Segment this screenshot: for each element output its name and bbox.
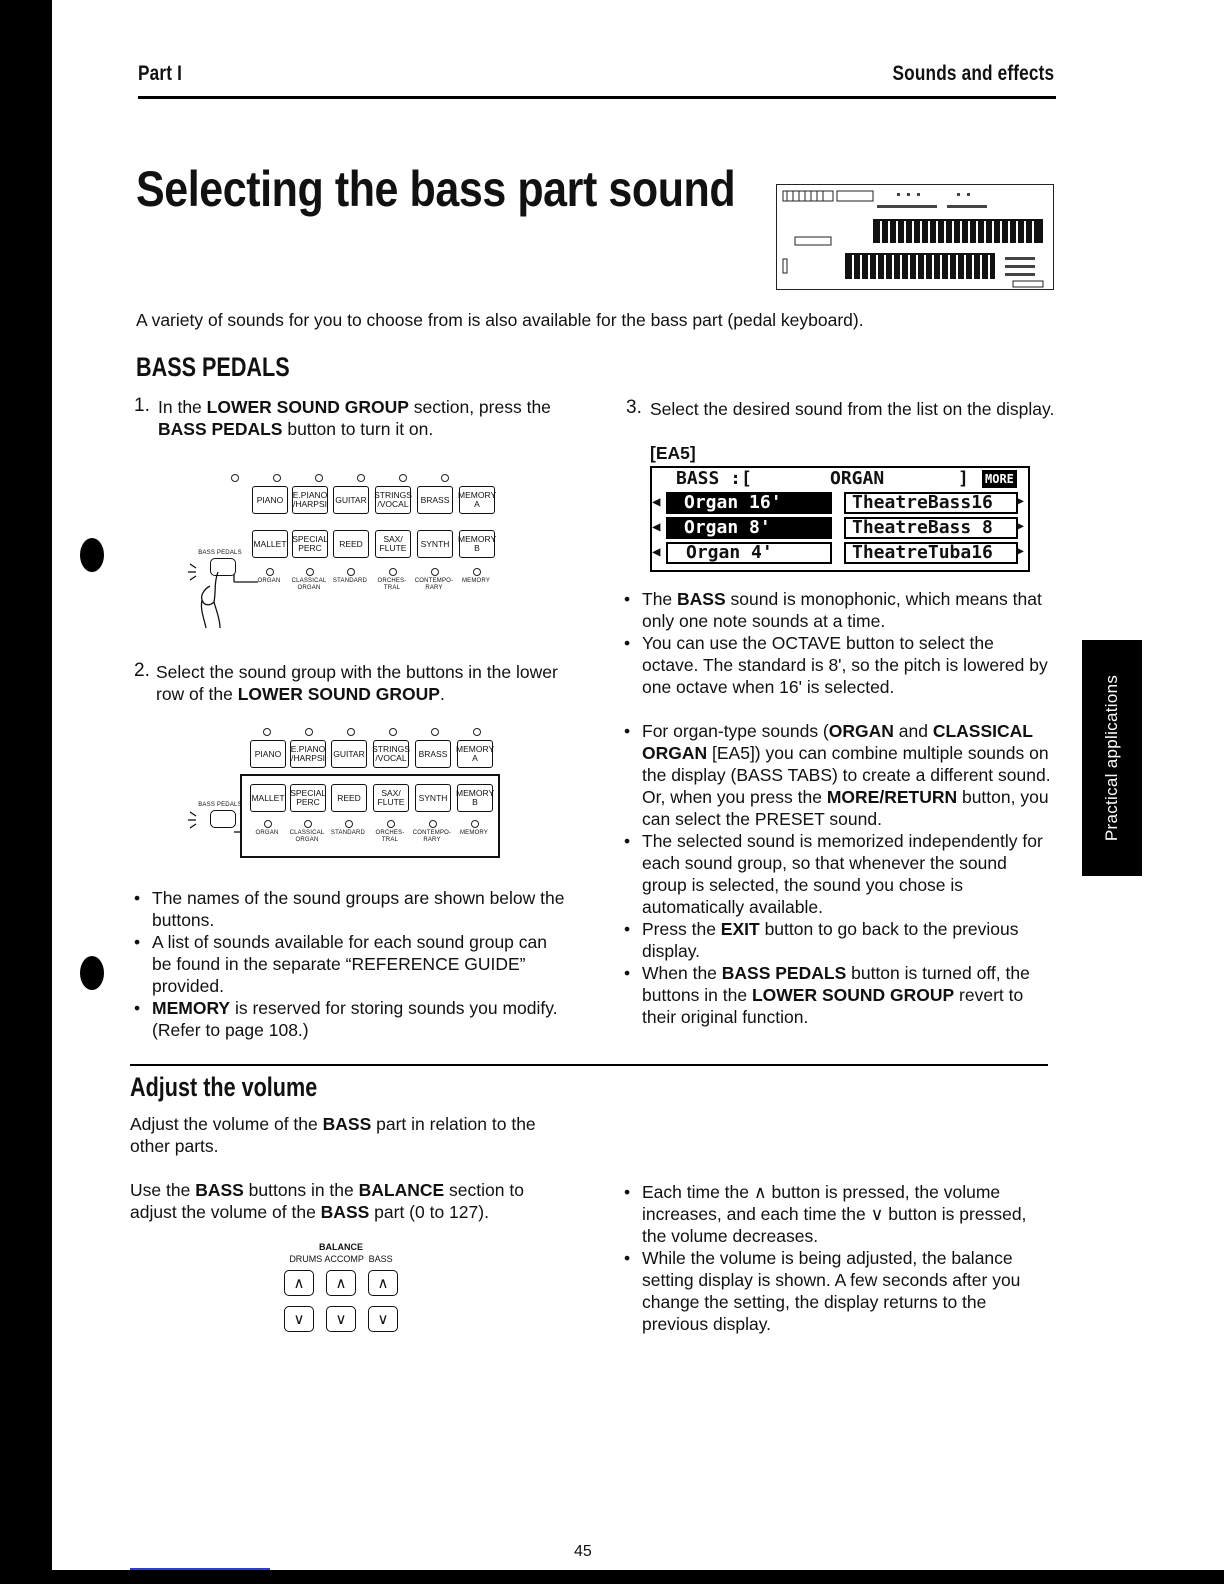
group-label-standard: STANDARD: [332, 578, 368, 584]
lcd-arrow-right-icon: ▶: [1018, 521, 1025, 532]
note-balance-display: • While the volume is being adjusted, the balance setting display is shown. A few seconds after you change the setting, the display returns to the previous display.: [620, 1247, 1052, 1335]
volume-intro: Adjust the volume of the BASS part in relation to the other parts.: [130, 1114, 536, 1156]
pointing-hand-icon: [180, 552, 260, 632]
note-volume-buttons: • Each time the ∧ button is pressed, the volume increases, and each time the ∨ button is pressed, the volume decreases.: [620, 1181, 1052, 1247]
lcd-header-left: BASS :[: [676, 468, 752, 489]
bass-up-button[interactable]: ∧: [368, 1270, 398, 1296]
synth-button[interactable]: SYNTH: [415, 784, 451, 812]
balance-section: [280, 1240, 410, 1340]
lcd-arrow-right-icon: ▶: [1018, 496, 1025, 507]
lower-sound-group-panel-2: [180, 726, 510, 866]
group-label-standard: STANDARD: [330, 830, 366, 836]
panel-thumbnail: [776, 184, 1054, 290]
step-2-number: 2.: [134, 660, 150, 681]
group-label-orchestral: ORCHES- TRAL: [375, 830, 405, 843]
step-3-number: 3.: [626, 397, 642, 418]
volume-instruction: Use the BASS buttons in the BALANCE section to adjust the volume of the BASS part (0 to 127).: [130, 1180, 524, 1222]
lit-indicator-icon: [180, 804, 250, 834]
group-label-organ: ORGAN: [257, 578, 281, 584]
bass-pedals-label: BASS PEDALS: [198, 802, 242, 808]
brass-button[interactable]: BRASS: [417, 486, 453, 514]
lcd-left-item[interactable]: Organ 4': [666, 542, 832, 564]
bass-pedals-label: BASS PEDALS: [198, 550, 242, 556]
strings-vocal-button[interactable]: STRINGS /VOCAL: [373, 740, 409, 768]
lcd-right-item[interactable]: TheatreTuba16: [844, 542, 1018, 564]
side-tab-label: Practical applications: [1102, 674, 1121, 842]
strings-vocal-button[interactable]: STRINGS /VOCAL: [375, 486, 411, 514]
e-piano-harpsi-button[interactable]: E.PIANO /HARPSI: [290, 740, 326, 768]
mallet-button[interactable]: MALLET: [250, 784, 286, 812]
note-memorized: • The selected sound is memorized independently for each sound group, so that whenever the sound group is selected, the sound you chose is automatically available.: [620, 830, 1052, 918]
group-label-memory: MEMORY: [461, 578, 491, 584]
group-label-contemporary: CONTEMPO- RARY: [414, 578, 454, 591]
group-label-organ: ORGAN: [255, 830, 279, 836]
group-label-classical-organ: CLASSICAL ORGAN: [291, 578, 327, 591]
memory-a-button[interactable]: MEMORY A: [459, 486, 495, 514]
accomp-up-button[interactable]: ∧: [326, 1270, 356, 1296]
lcd-more-tag[interactable]: MORE: [982, 470, 1017, 488]
accomp-down-button[interactable]: ∨: [326, 1306, 356, 1332]
bass-down-button[interactable]: ∨: [368, 1306, 398, 1332]
drums-up-button[interactable]: ∧: [284, 1270, 314, 1296]
adjust-volume-heading: Adjust the volume: [130, 1072, 318, 1102]
step-1-text: In the LOWER SOUND GROUP section, press the BASS PEDALS button to turn it on.: [158, 397, 551, 439]
bass-pedals-heading: BASS PEDALS: [136, 352, 290, 382]
balance-title: BALANCE: [319, 1242, 363, 1252]
group-label-memory: MEMORY: [459, 830, 489, 836]
memory-b-button[interactable]: MEMORY B: [457, 784, 493, 812]
sound-group-notes: [130, 887, 566, 1041]
lcd-arrow-right-icon: ▶: [1018, 546, 1025, 557]
note-reference-guide: • A list of sounds available for each sound group can be found in the separate “REFERENCE GUIDE” provided.: [130, 931, 566, 997]
lcd-arrow-left-icon: ◀: [652, 519, 661, 535]
guitar-button[interactable]: GUITAR: [333, 486, 369, 514]
section-label: Sounds and effects: [892, 62, 1054, 85]
scan-edge-line: [130, 1568, 270, 1570]
scan-edge-left: [0, 0, 52, 1584]
lcd-header-group: ORGAN: [830, 468, 885, 489]
note-names: • The names of the sound groups are shown below the buttons.: [130, 887, 566, 931]
piano-button[interactable]: PIANO: [252, 486, 288, 514]
volume-notes: [620, 1181, 1052, 1335]
guitar-button[interactable]: GUITAR: [331, 740, 367, 768]
group-label-contemporary: CONTEMPO- RARY: [412, 830, 452, 843]
note-monophonic: • The BASS sound is monophonic, which means that only one note sounds at a time.: [620, 588, 1052, 632]
memory-b-button[interactable]: MEMORY B: [459, 530, 495, 558]
memory-a-button[interactable]: MEMORY A: [457, 740, 493, 768]
bass-notes-a: [620, 588, 1052, 698]
sax-flute-button[interactable]: SAX/ FLUTE: [373, 784, 409, 812]
lcd-display: [650, 466, 1030, 572]
special-perc-button[interactable]: SPECIAL PERC: [292, 530, 328, 558]
brass-button[interactable]: BRASS: [415, 740, 451, 768]
group-label-orchestral: ORCHES- TRAL: [377, 578, 407, 591]
lcd-right-item[interactable]: TheatreBass 8: [844, 517, 1018, 539]
note-octave: • You can use the OCTAVE button to select the octave. The standard is 8', so the pitch is lowered by one octave when 16' is selected.: [620, 632, 1052, 698]
lcd-right-item[interactable]: TheatreBass16: [844, 492, 1018, 514]
scan-edge-bottom: [0, 1570, 1224, 1584]
note-memory: • MEMORY is reserved for storing sounds you modify. (Refer to page 108.): [130, 997, 566, 1041]
bass-notes-b: [620, 720, 1052, 1028]
piano-button[interactable]: PIANO: [250, 740, 286, 768]
lower-sound-group-panel-1: [180, 472, 510, 632]
section-divider: [130, 1064, 1048, 1066]
page-number: 45: [574, 1543, 592, 1560]
balance-labels: DRUMS ACCOMP BASS: [289, 1254, 393, 1264]
e-piano-harpsi-button[interactable]: E.PIANO /HARPSI: [292, 486, 328, 514]
lcd-left-item[interactable]: Organ 8': [666, 517, 832, 539]
binder-hole: [80, 538, 104, 572]
part-label: Part I: [138, 62, 183, 85]
synth-button[interactable]: SYNTH: [417, 530, 453, 558]
group-label-classical-organ: CLASSICAL ORGAN: [289, 830, 325, 843]
sax-flute-button[interactable]: SAX/ FLUTE: [375, 530, 411, 558]
step-3-text: Select the desired sound from the list on the display.: [650, 399, 1055, 419]
header-rule: [138, 96, 1056, 99]
step-1-number: 1.: [134, 395, 150, 416]
lcd-left-item[interactable]: Organ 16': [666, 492, 832, 514]
lcd-header-bracket: ]: [958, 468, 969, 489]
reed-button[interactable]: REED: [331, 784, 367, 812]
chapter-side-tab: [1082, 640, 1142, 876]
note-exit: • Press the EXIT button to go back to the previous display.: [620, 918, 1052, 962]
lcd-arrow-left-icon: ◀: [652, 544, 661, 560]
lcd-arrow-left-icon: ◀: [652, 494, 661, 510]
reed-button[interactable]: REED: [333, 530, 369, 558]
mallet-button[interactable]: MALLET: [252, 530, 288, 558]
special-perc-button[interactable]: SPECIAL PERC: [290, 784, 326, 812]
intro-text: A variety of sounds for you to choose from is also available for the bass part (pedal keyboard).: [136, 310, 864, 330]
note-organ-tabs: • For organ-type sounds (ORGAN and CLASSICAL ORGAN [EA5]) you can combine multiple sounds on the display (BASS TABS) to create a different sound. Or, when you press the MORE/RETURN button, you can select the PRESET sound.: [620, 720, 1052, 830]
page-title: Selecting the bass part sound: [136, 161, 736, 217]
note-bass-pedals-off: • When the BASS PEDALS button is turned off, the buttons in the LOWER SOUND GROUP revert to their original function.: [620, 962, 1052, 1028]
step-3-code: [EA5]: [650, 443, 696, 463]
drums-down-button[interactable]: ∨: [284, 1306, 314, 1332]
step-2-text: Select the sound group with the buttons in the lower row of the LOWER SOUND GROUP.: [156, 662, 558, 704]
binder-hole: [80, 956, 104, 990]
